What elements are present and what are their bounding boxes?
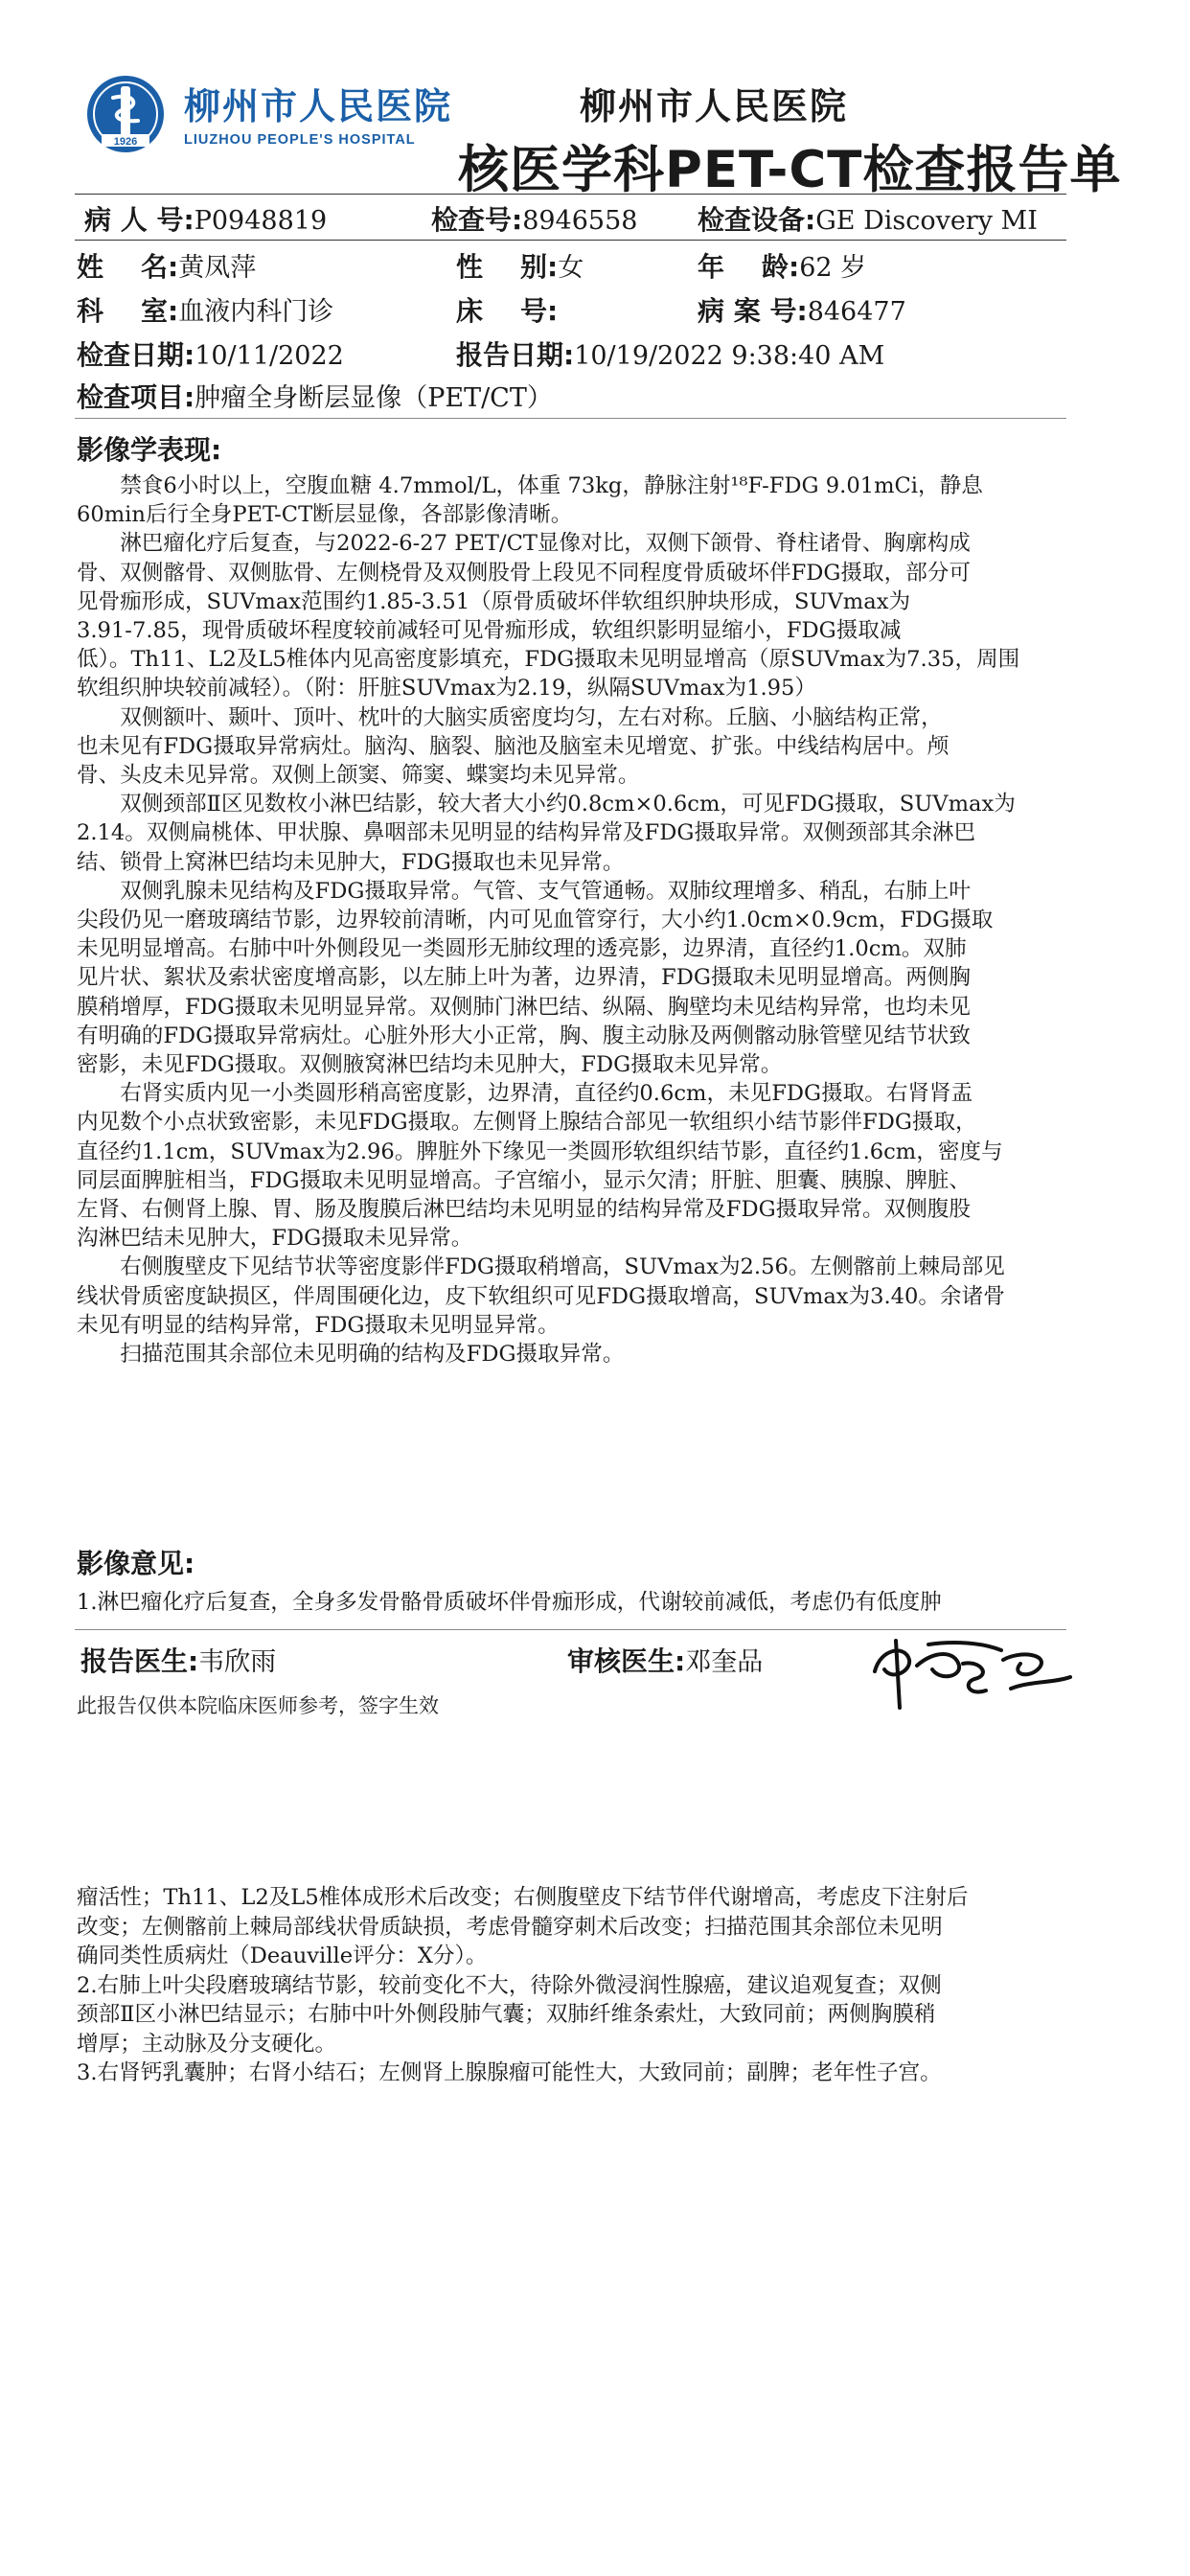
exam-date-field	[77, 334, 344, 373]
findings-line: 线状骨质密度缺损区，伴周围硬化边，皮下软组织可见FDG摄取增高，SUVmax为3.40。余诸骨	[77, 1283, 1005, 1309]
age-label: 年 龄:	[698, 251, 800, 283]
device-field	[698, 199, 1038, 238]
findings-line: 软组织肿块较前减轻）。（附：肝脏SUVmax为2.19，纵隔SUVmax为1.95）	[77, 676, 817, 702]
findings-line: 见片状、絮状及索状密度增高影，以左肺上叶为著，边界清，FDG摄取未见明显增高。两侧胸	[77, 965, 971, 991]
findings-line: 双侧乳腺未见结构及FDG摄取异常。气管、支气管通畅。双肺纹理增多、稍乱，右肺上叶	[120, 878, 971, 904]
findings-paragraph	[77, 790, 1116, 877]
exam-no-field	[431, 199, 637, 238]
findings-line: 密影，未见FDG摄取。双侧腋窝淋巴结均未见肿大，FDG摄取未见异常。	[77, 1052, 783, 1078]
dept-value: 血液内科门诊	[178, 297, 334, 327]
dept-label: 科 室:	[77, 295, 179, 327]
findings-paragraph	[77, 529, 1116, 702]
hospital-name: 柳州市人民医院	[580, 85, 849, 127]
findings-title: 影像学表现:	[77, 434, 222, 466]
age-field	[698, 246, 866, 285]
findings-line: 内见数个小点状致密影，未见FDG摄取。左侧肾上腺结合部见一软组织小结节影伴FDG摄取，	[77, 1110, 977, 1136]
findings-paragraph	[77, 1079, 1116, 1253]
findings-line: 右肾实质内见一小类圆形稍高密度影，边界清，直径约0.6cm，未见FDG摄取。右肾肾盂	[120, 1081, 973, 1107]
device-label: 检查设备:	[698, 204, 816, 236]
impression-line: 确同类性质病灶（Deauville评分：X分）。	[77, 1944, 488, 1968]
findings-line: 双侧额叶、颞叶、顶叶、枕叶的大脑实质密度均匀，左右对称。丘脑、小脑结构正常，	[120, 704, 943, 730]
findings-line: 有明确的FDG摄取异常病灶。心脏外形大小正常，胸、腹主动脉及两侧髂动脉管壁见结节状致	[77, 1023, 971, 1048]
report-title: 核医学科PET-CT检查报告单	[458, 141, 1122, 199]
impression-line: 瘤活性；Th11、L2及L5椎体成形术后改变；右侧腹壁皮下结节伴代谢增高，考虑皮下注射后	[77, 1885, 969, 1910]
dept-field	[77, 290, 333, 329]
findings-paragraph	[77, 1253, 1116, 1340]
findings-line: 同层面脾脏相当，FDG摄取未见明显增高。子宫缩小，显示欠清；肝脏、胆囊、胰腺、脾脏、	[77, 1167, 971, 1193]
findings-line: 60min后行全身PET-CT断层显像，各部影像清晰。	[77, 502, 573, 528]
name-value: 黄凤萍	[178, 253, 257, 283]
impression-title: 影像意见:	[77, 1548, 195, 1579]
logo-chinese-name: 柳州市人民医院	[184, 85, 453, 127]
findings-line: 也未见有FDG摄取异常病灶。脑沟、脑裂、脑池及脑室未见增宽、扩张。中线结构居中。颅	[77, 733, 950, 759]
device-value: GE Discovery MI	[815, 206, 1038, 236]
sex-label: 性 别:	[456, 251, 559, 283]
exam-date-label: 检查日期:	[77, 339, 195, 371]
findings-line: 骨、头皮未见异常。双侧上颌窦、筛窦、蝶窦均未见异常。	[77, 763, 640, 789]
findings-line: 低）。Th11、L2及L5椎体内见高密度影填充，FDG摄取未见明显增高（原SUVmax为7.35，周围	[77, 647, 1020, 673]
divider	[75, 418, 1066, 419]
logo-year: 1926	[113, 136, 138, 148]
hospital-logo	[84, 73, 453, 161]
sex-value: 女	[558, 253, 584, 283]
name-label: 姓 名:	[77, 251, 179, 283]
impression-line: 改变；左侧髂前上棘局部线状骨质缺损，考虑骨髓穿刺术后改变；扫描范围其余部位未见明	[77, 1914, 943, 1940]
report-doctor-label: 报告医生:	[80, 1645, 199, 1677]
hospital-emblem-icon	[84, 73, 167, 155]
report-date-value: 10/19/2022 9:38:40 AM	[574, 341, 885, 371]
exam-no-value: 8946558	[522, 206, 638, 236]
age-value: 62 岁	[799, 253, 867, 283]
exam-date-value: 10/11/2022	[195, 341, 344, 371]
findings-line: 淋巴瘤化疗后复查，与2022-6-27 PET/CT显像对比，双侧下颌骨、脊柱诸骨、胸廓构成	[120, 531, 971, 557]
exam-item-field	[77, 377, 553, 415]
patient-id-label: 病 人 号:	[84, 204, 195, 236]
impression-line: 增厚；主动脉及分支硬化。	[77, 2031, 337, 2057]
patient-id-value: P0948819	[194, 206, 328, 236]
findings-line: 右侧腹壁皮下见结节状等密度影伴FDG摄取稍增高，SUVmax为2.56。左侧髂前上棘局部见	[120, 1254, 1005, 1280]
findings-line: 左肾、右侧肾上腺、胃、肠及腹膜后淋巴结均未见明显的结构异常及FDG摄取异常。双侧腹股	[77, 1197, 971, 1223]
findings-line: 未见有明显的结构异常，FDG摄取未见明显异常。	[77, 1312, 560, 1338]
bed-field	[456, 290, 558, 329]
name-field	[77, 246, 256, 285]
findings-line: 沟淋巴结未见肿大，FDG摄取未见异常。	[77, 1226, 473, 1252]
reviewer-field	[567, 1641, 763, 1679]
reviewer-value: 邓奎品	[685, 1647, 764, 1677]
impression-line: 2.右肺上叶尖段磨玻璃结节影，较前变化不大，待除外微浸润性腺癌，建议追观复查；双侧	[77, 1972, 942, 1998]
findings-body	[77, 472, 1116, 1368]
findings-line: 直径约1.1cm，SUVmax为2.96。脾脏外下缘见一类圆形软组织结节影，直径约1.6cm，密度与	[77, 1138, 1003, 1164]
findings-line: 膜稍增厚，FDG摄取未见明显异常。双侧肺门淋巴结、纵隔、胸壁均未见结构异常，也均未见	[77, 994, 971, 1020]
divider	[75, 240, 1066, 241]
findings-line: 未见明显增高。右肺中叶外侧段见一类圆形无肺纹理的透亮影，边界清，直径约1.0cm。双肺	[77, 936, 967, 962]
impression-line: 1.淋巴瘤化疗后复查，全身多发骨骼骨质破坏伴骨痂形成，代谢较前减低，考虑仍有低度肿	[77, 1590, 942, 1615]
sex-field	[456, 246, 584, 285]
findings-paragraph	[77, 472, 1116, 529]
reviewer-label: 审核医生:	[567, 1645, 686, 1677]
findings-paragraph	[77, 877, 1116, 1079]
report-date-field	[456, 334, 884, 373]
findings-line: 尖段仍见一磨玻璃结节影，边界较前清晰，内可见血管穿行，大小约1.0cm×0.9cm，FDG摄取	[77, 908, 994, 933]
logo-english-name: LIUZHOU PEOPLE'S HOSPITAL	[184, 132, 416, 148]
report-date-label: 报告日期:	[456, 339, 575, 371]
findings-line: 双侧颈部Ⅱ区见数枚小淋巴结影，较大者大小约0.8cm×0.6cm，可见FDG摄取，SUVmax为	[120, 792, 1016, 817]
findings-line: 见骨痂形成，SUVmax范围约1.85-3.51（原骨质破坏伴软组织肿块形成，SUVmax为	[77, 588, 911, 614]
disclaimer: 此报告仅供本院临床医师参考，签字生效	[77, 1694, 439, 1717]
exam-no-label: 检查号:	[431, 204, 523, 236]
record-label: 病 案 号:	[698, 295, 808, 327]
bed-label: 床 号:	[456, 295, 559, 327]
divider	[75, 194, 1066, 195]
findings-line: 禁食6小时以上，空腹血糖 4.7mmol/L，体重 73kg，静脉注射¹⁸F-FDG 9.01mCi，静息	[120, 473, 983, 498]
exam-item-label: 检查项目:	[77, 381, 195, 413]
impression-line: 颈部Ⅱ区小淋巴结显示；右肺中叶外侧段肺气囊；双肺纤维条索灶，大致同前；两侧胸膜稍	[77, 2002, 936, 2027]
findings-paragraph	[77, 1340, 1116, 1368]
findings-line: 2.14。双侧扁桃体、甲状腺、鼻咽部未见明显的结构异常及FDG摄取异常。双侧颈部其余淋巴	[77, 820, 976, 846]
record-value: 846477	[807, 297, 906, 327]
report-doctor-value: 韦欣雨	[198, 1647, 277, 1677]
findings-line: 扫描范围其余部位未见明确的结构及FDG摄取异常。	[120, 1342, 625, 1368]
findings-line: 骨、双侧髂骨、双侧肱骨、左侧桡骨及双侧股骨上段见不同程度骨质破坏伴FDG摄取，部分可	[77, 560, 971, 586]
handwritten-signature-icon	[867, 1622, 1078, 1717]
record-field	[698, 290, 906, 329]
findings-line: 结、锁骨上窝淋巴结均未见肿大，FDG摄取也未见异常。	[77, 849, 625, 875]
findings-paragraph	[77, 703, 1116, 791]
findings-line: 3.91-7.85，现骨质破坏程度较前减轻可见骨痂形成，软组织影明显缩小，FDG摄取减	[77, 618, 902, 644]
impression-line: 3.右肾钙乳囊肿；右肾小结石；左侧肾上腺腺瘤可能性大，大致同前；副脾；老年性子宫。	[77, 2060, 942, 2085]
patient-id-field	[84, 199, 327, 238]
report-doctor-field	[80, 1641, 276, 1679]
exam-item-value: 肿瘤全身断层显像（PET/CT）	[195, 383, 553, 413]
